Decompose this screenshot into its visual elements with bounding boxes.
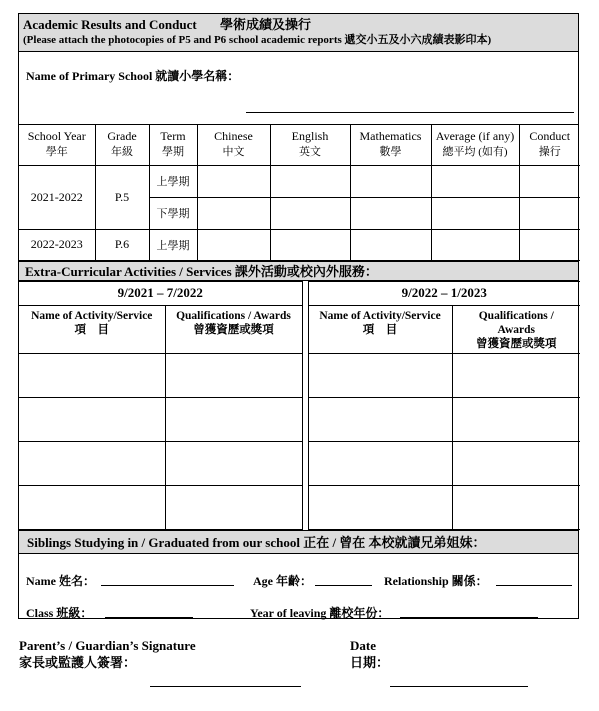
score-cell[interactable] (519, 229, 580, 260)
primary-school-row (19, 52, 578, 125)
eca-row (19, 397, 580, 441)
eca-cell[interactable] (452, 441, 580, 485)
parent-signature-label: Parent’s / Guardian’s Signature 家長或監護人簽署： (19, 638, 196, 670)
sibling-year-label: Year of leaving 離校年份： (250, 605, 390, 620)
academic-title-zh: 學術成績及操行 (219, 17, 311, 32)
score-cell[interactable] (350, 165, 431, 197)
academic-results-table (19, 125, 580, 261)
eca-name-col: Name of Activity/Service 項 目 (308, 305, 452, 353)
academic-title: Academic Results and Conduct (23, 17, 197, 32)
school-year-cell: 2022-2023 (19, 229, 95, 260)
eca-cell[interactable] (165, 485, 302, 529)
sibling-age-field[interactable] (315, 585, 372, 586)
eca-period-2: 9/2022 – 1/2023 (308, 281, 580, 305)
eca-cell[interactable] (308, 353, 452, 397)
sibling-name-label: Name 姓名： (26, 573, 95, 588)
score-cell[interactable] (197, 165, 270, 197)
siblings-fields (19, 554, 578, 630)
term-cell: 上學期 (149, 165, 197, 197)
eca-cell[interactable] (19, 397, 165, 441)
eca-cell[interactable] (452, 485, 580, 529)
eca-cell[interactable] (19, 441, 165, 485)
eca-cell[interactable] (308, 397, 452, 441)
academic-note: (Please attach the photocopies of P5 and P6 school academic reports (23, 34, 342, 46)
eca-subheader-row (19, 305, 580, 353)
eca-cell[interactable] (165, 441, 302, 485)
sibling-relationship-field[interactable] (496, 585, 572, 586)
score-cell[interactable] (270, 197, 350, 229)
sibling-class-label: Class 班級： (26, 605, 93, 620)
score-cell[interactable] (197, 229, 270, 260)
score-cell[interactable] (431, 197, 519, 229)
eca-row (19, 441, 580, 485)
siblings-header: Siblings Studying in / Graduated from our school 正在 / 曾在 本校就讀兄弟姐妹： (19, 530, 578, 554)
term-cell: 下學期 (149, 197, 197, 229)
table-row (19, 165, 580, 197)
eca-qual-col: Qualifications / Awards 曾獲資歷或獎項 (452, 305, 580, 353)
eca-row (19, 353, 580, 397)
eca-table (19, 281, 580, 530)
sibling-relationship-label: Relationship 關係： (384, 573, 488, 588)
application-form-section (18, 13, 579, 619)
sibling-class-field[interactable] (105, 617, 193, 618)
table-row (19, 229, 580, 260)
score-cell[interactable] (519, 197, 580, 229)
date-label: Date 日期： (350, 638, 390, 670)
col-conduct: Conduct 操行 (519, 125, 580, 165)
score-cell[interactable] (270, 165, 350, 197)
eca-header: Extra-Curricular Activities / Services 課外活動或校內外服務： (19, 261, 578, 281)
school-year-cell: 2021-2022 (19, 165, 95, 229)
score-cell[interactable] (350, 197, 431, 229)
sibling-year-field[interactable] (400, 617, 538, 618)
primary-school-field[interactable] (246, 112, 574, 113)
col-chinese: Chinese 中文 (197, 125, 270, 165)
col-average: Average (if any) 總平均 (如有) (431, 125, 519, 165)
eca-period-1: 9/2021 – 7/2022 (19, 281, 302, 305)
col-term: Term 學期 (149, 125, 197, 165)
term-cell: 上學期 (149, 229, 197, 260)
academic-results-header (19, 14, 578, 52)
date-field[interactable] (390, 686, 528, 687)
col-grade: Grade 年級 (95, 125, 149, 165)
primary-school-label: Name of Primary School 就讀小學名稱： (26, 69, 240, 83)
grade-cell: P.6 (95, 229, 149, 260)
academic-note-zh: 遞交小五及小六成績表影印本) (344, 34, 492, 46)
score-cell[interactable] (350, 229, 431, 260)
eca-cell[interactable] (308, 485, 452, 529)
eca-period-row (19, 281, 580, 305)
score-cell[interactable] (270, 229, 350, 260)
col-school-year: School Year 學年 (19, 125, 95, 165)
score-cell[interactable] (431, 229, 519, 260)
grade-cell: P.5 (95, 165, 149, 229)
parent-signature-field[interactable] (150, 686, 301, 687)
score-cell[interactable] (431, 165, 519, 197)
eca-cell[interactable] (165, 353, 302, 397)
eca-cell[interactable] (308, 441, 452, 485)
eca-cell[interactable] (452, 353, 580, 397)
eca-cell[interactable] (19, 353, 165, 397)
sibling-name-field[interactable] (101, 585, 234, 586)
score-cell[interactable] (197, 197, 270, 229)
eca-cell[interactable] (19, 485, 165, 529)
results-header-row (19, 125, 580, 165)
score-cell[interactable] (519, 165, 580, 197)
eca-row (19, 485, 580, 529)
col-english: English 英文 (270, 125, 350, 165)
eca-qual-col: Qualifications / Awards 曾獲資歷或獎項 (165, 305, 302, 353)
sibling-age-label: Age 年齡： (253, 573, 312, 588)
col-mathematics: Mathematics 數學 (350, 125, 431, 165)
eca-name-col: Name of Activity/Service 項 目 (19, 305, 165, 353)
eca-cell[interactable] (452, 397, 580, 441)
eca-cell[interactable] (165, 397, 302, 441)
